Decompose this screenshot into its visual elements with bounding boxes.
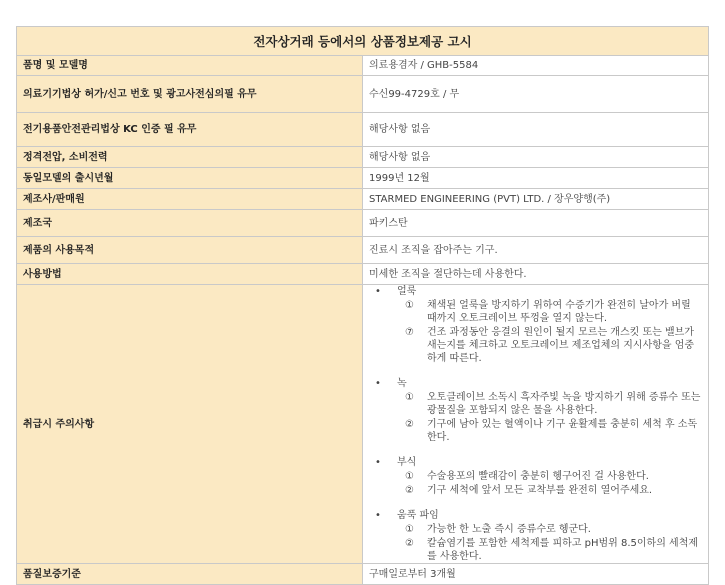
row-value-warranty: 구매일로부터 3개월 xyxy=(363,564,709,585)
row-label-care: 취급시 주의사항 xyxy=(17,285,363,564)
table-row xyxy=(17,264,709,285)
row-value-model: 의료용겸자 / GHB-5584 xyxy=(363,56,709,76)
bullet-icon: • xyxy=(375,286,381,297)
row-label-permit: 의료기기법상 허가/신고 번호 및 광고사전심의필 유무 xyxy=(17,76,363,113)
table-row xyxy=(17,210,709,237)
row-value-kc: 해당사항 없음 xyxy=(363,113,709,147)
item-number: ② xyxy=(405,419,414,430)
item-text: 가능한 한 노출 즉시 증류수로 헹군다. xyxy=(427,524,591,535)
care-section-title: 부식 xyxy=(397,457,417,468)
item-text: 수술용포의 빨래감이 충분히 헹구어진 걸 사용한다. xyxy=(427,471,649,482)
bullet-icon: • xyxy=(375,510,381,521)
row-value-usage: 미세한 조직을 절단하는데 사용한다. xyxy=(363,264,709,285)
row-value-permit: 수신99-4729호 / 무 xyxy=(363,76,709,113)
row-label-purpose: 제품의 사용목적 xyxy=(17,237,363,264)
item-number: ② xyxy=(405,485,414,496)
item-text: 칼슘염기를 포함한 세척제를 피하고 pH범위 8.5이하의 세척제를 사용한다. xyxy=(427,538,699,562)
item-text: 기구에 남아 있는 혈액이나 기구 윤활제를 충분히 세척 후 소독한다. xyxy=(427,419,698,443)
row-label-warranty: 품질보증기준 xyxy=(17,564,363,585)
item-number: ① xyxy=(405,524,414,535)
row-value-manufacturer: STARMED ENGINEERING (PVT) LTD. / 장우양행(주) xyxy=(363,189,709,210)
item-number: ② xyxy=(405,538,414,549)
table-title: 전자상거래 등에서의 상품정보제공 고시 xyxy=(17,27,709,56)
row-label-model: 품명 및 모델명 xyxy=(17,56,363,76)
product-info-notice xyxy=(16,26,709,585)
item-text: 채색된 얼룩을 방지하기 위하여 수증기가 완전히 날아가 버릴 때까지 오토크레이브 뚜껑을 열지 않는다. xyxy=(427,300,691,324)
care-section-title: 얼룩 xyxy=(397,286,417,297)
item-number: ① xyxy=(405,471,414,482)
row-label-kc: 전기용품안전관리법상 KC 인증 필 유무 xyxy=(17,113,363,147)
bullet-icon: • xyxy=(375,378,381,389)
table-row xyxy=(17,113,709,147)
care-section-rust xyxy=(369,377,702,444)
item-text: 기구 세척에 앞서 모든 교착부를 완전히 열어주세요. xyxy=(427,485,653,496)
item-number: ① xyxy=(405,392,414,403)
item-number: ① xyxy=(405,300,414,311)
row-label-voltage: 정격전압, 소비전력 xyxy=(17,147,363,168)
bullet-icon: • xyxy=(375,457,381,468)
row-value-voltage: 해당사항 없음 xyxy=(363,147,709,168)
table-row-care xyxy=(17,285,709,564)
table-row xyxy=(17,189,709,210)
table-row xyxy=(17,76,709,113)
care-section-title: 움푹 파임 xyxy=(397,510,439,521)
table-row xyxy=(17,56,709,76)
care-section-stain xyxy=(369,285,702,365)
product-info-table xyxy=(16,26,709,585)
care-instructions xyxy=(363,285,709,564)
row-value-country: 파키스탄 xyxy=(363,210,709,237)
row-label-country: 제조국 xyxy=(17,210,363,237)
row-label-manufacturer: 제조사/판매원 xyxy=(17,189,363,210)
row-label-usage: 사용방법 xyxy=(17,264,363,285)
care-section-pitting xyxy=(369,509,702,563)
care-section-corrosion xyxy=(369,456,702,497)
table-row xyxy=(17,147,709,168)
row-value-release: 1999년 12월 xyxy=(363,168,709,189)
item-number: ⑦ xyxy=(405,327,414,338)
table-row xyxy=(17,168,709,189)
row-value-purpose: 진료시 조직을 잡아주는 기구. xyxy=(363,237,709,264)
care-section-title: 녹 xyxy=(397,378,407,389)
table-row xyxy=(17,564,709,585)
table-row xyxy=(17,237,709,264)
item-text: 오토클레이브 소독시 흑자주빛 녹을 방지하기 위해 증류수 또는 광물질을 포함되지 않은 물을 사용한다. xyxy=(427,392,701,416)
row-label-release: 동일모델의 출시년월 xyxy=(17,168,363,189)
item-text: 건조 과정동안 응결의 원인이 될지 모르는 개스킷 또는 밸브가 새는지를 체크하고 오토크레이브 제조업체의 지시사항을 엄중하게 따른다. xyxy=(427,327,695,364)
